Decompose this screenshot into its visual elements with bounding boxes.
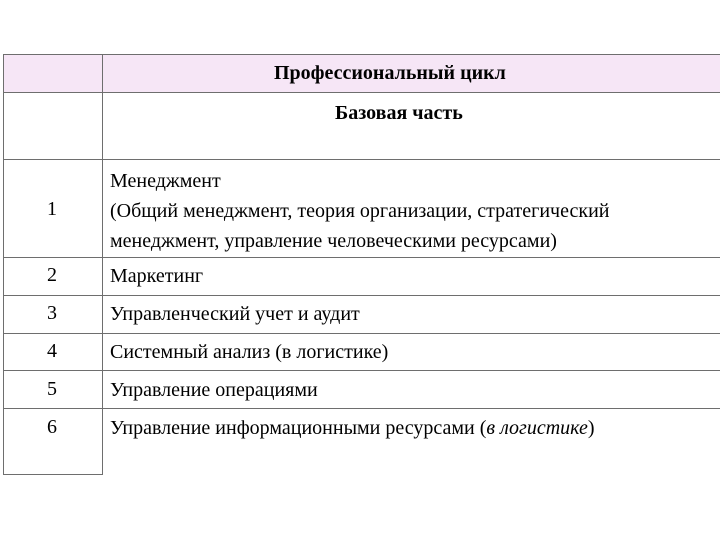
grid-line [3, 295, 720, 296]
row-number: 6 [47, 416, 57, 438]
part-header: Базовая часть [335, 102, 463, 124]
row-text: Управление операциями [110, 379, 318, 401]
grid-line [3, 370, 720, 371]
grid-line [3, 408, 720, 409]
row-number: 2 [47, 264, 57, 286]
grid-line [3, 333, 720, 334]
grid-line [3, 159, 720, 160]
row-text-italic: в логистике [486, 417, 588, 439]
row-text: (Общий менеджмент, теория организации, стратегический [110, 200, 610, 222]
row-text: Маркетинг [110, 265, 204, 287]
row-text-main: Управление информационными ресурсами ( [110, 417, 487, 439]
row-number: 3 [47, 302, 57, 324]
row-number: 1 [47, 198, 57, 220]
row-number: 4 [47, 340, 57, 362]
row-number: 5 [47, 378, 57, 400]
row-text: Системный анализ (в логистике) [110, 341, 389, 363]
row-text: Управленческий учет и аудит [110, 303, 360, 325]
row-text-tail: ) [587, 417, 595, 439]
grid-line [3, 54, 720, 55]
grid-line [3, 92, 720, 93]
grid-line [3, 257, 720, 258]
row-text: Менеджмент [110, 170, 221, 192]
row-text: менеджмент, управление человеческими ресурсами) [110, 230, 557, 252]
grid-line [3, 54, 4, 475]
row-text [110, 413, 595, 443]
cycle-header: Профессиональный цикл [274, 62, 506, 84]
grid-line [3, 474, 103, 475]
